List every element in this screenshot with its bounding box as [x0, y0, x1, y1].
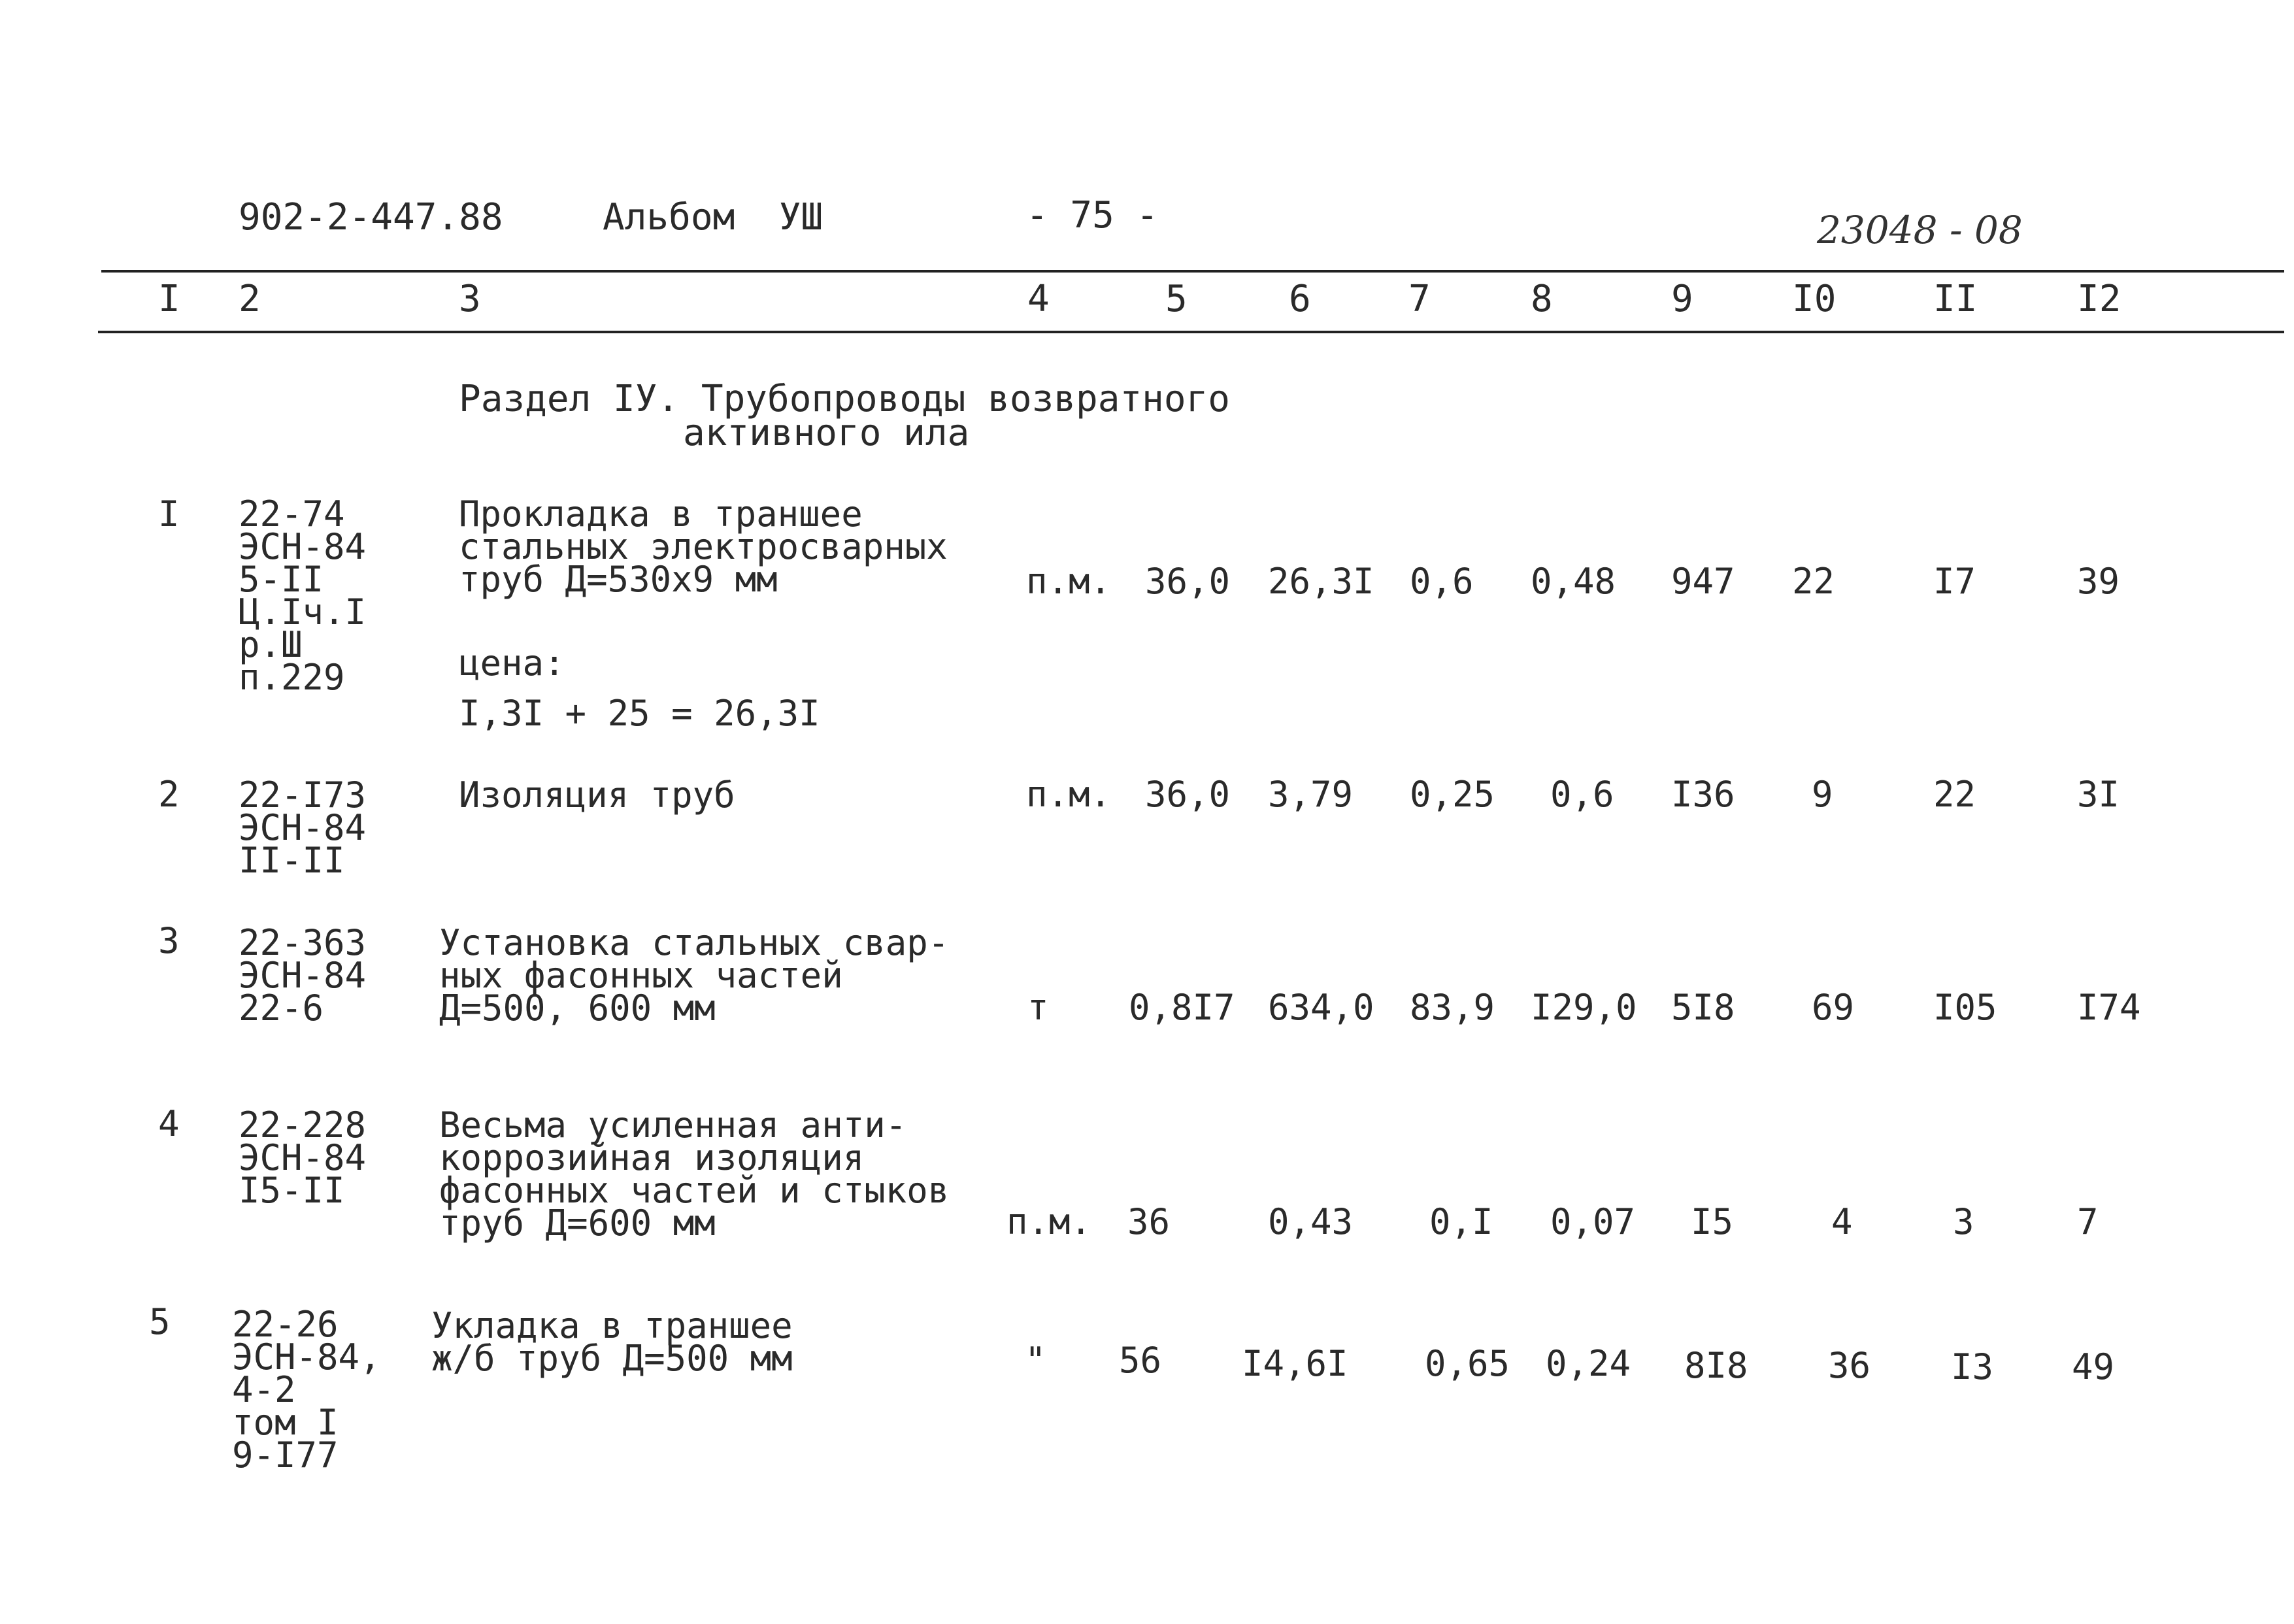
cell-quantity: 36,0: [1145, 561, 1231, 602]
column-number: 8: [1531, 278, 1553, 320]
cell-col-12: 3I: [2077, 774, 2120, 815]
row-number: I: [158, 493, 180, 535]
cell-col-7: 83,9: [1410, 987, 1495, 1028]
row-code: ЭСН-84: [239, 955, 367, 996]
row-number: 2: [158, 774, 180, 815]
cell-col-11: 22: [1933, 774, 1976, 815]
row-number: 5: [149, 1301, 171, 1342]
row-description: стальных электросварных: [459, 526, 948, 567]
cell-col-8: 0,6: [1550, 774, 1614, 815]
cell-col-10: 22: [1792, 561, 1835, 602]
cell-col-7: 0,25: [1410, 774, 1495, 815]
row-code: 22-26: [232, 1304, 339, 1345]
column-number: 6: [1289, 278, 1311, 320]
cell-col-10: 4: [1831, 1201, 1853, 1242]
page-number: - 75 -: [1026, 194, 1159, 237]
column-number: 5: [1165, 278, 1188, 320]
column-number: I2: [2077, 278, 2121, 320]
section-title: Раздел IУ. Трубопроводы возвратного: [459, 378, 1231, 420]
row-description: ж/б труб Д=500 мм: [431, 1338, 793, 1379]
row-description: фасонных частей и стыков: [439, 1170, 950, 1211]
unit: т: [1027, 987, 1049, 1028]
row-code: 9-I77: [232, 1434, 339, 1476]
cell-col-7: 0,I: [1429, 1201, 1493, 1242]
cell-quantity: 36: [1127, 1201, 1171, 1242]
row-code: 22-74: [239, 493, 345, 535]
row-code: том I: [232, 1402, 339, 1443]
cell-unit-price: I4,6I: [1242, 1343, 1348, 1384]
document-code: 902-2-447.88: [239, 196, 503, 239]
row-code: ЭСН-84,: [232, 1336, 381, 1378]
section-title-continued: активного ила: [683, 412, 970, 454]
row-description: труб Д=600 мм: [439, 1202, 716, 1244]
row-description: Укладка в траншее: [431, 1305, 793, 1346]
cell-col-8: 0,07: [1550, 1201, 1636, 1242]
price-note: цена:: [459, 642, 565, 684]
row-code: ЭСН-84: [239, 807, 367, 848]
cell-unit-price: 3,79: [1268, 774, 1354, 815]
cell-col-7: 0,6: [1410, 561, 1474, 602]
column-number: 3: [459, 278, 481, 320]
row-description: труб Д=530х9 мм: [459, 559, 778, 600]
cell-col-11: 3: [1953, 1201, 1974, 1242]
handwritten-stamp: 23048 - 08: [1817, 208, 2023, 252]
cell-col-8: I29,0: [1531, 987, 1637, 1028]
row-description: Весьма усиленная анти-: [439, 1104, 907, 1146]
row-number: 4: [158, 1103, 180, 1144]
row-code: 22-I73: [239, 774, 367, 816]
unit: ": [1025, 1340, 1046, 1381]
unit: п.м.: [1026, 774, 1112, 815]
cell-unit-price: 0,43: [1268, 1201, 1354, 1242]
row-code: р.Ш: [239, 624, 303, 665]
row-code: ЭСН-84: [239, 1137, 367, 1178]
cell-col-9: 947: [1671, 561, 1735, 602]
cell-col-12: 39: [2077, 561, 2120, 602]
row-code: 22-228: [239, 1104, 367, 1146]
cell-col-12: I74: [2077, 987, 2141, 1028]
row-code: п.229: [239, 657, 345, 698]
cell-col-10: 36: [1828, 1345, 1871, 1386]
cell-quantity: 36,0: [1145, 774, 1231, 815]
cell-quantity: 0,8I7: [1129, 987, 1235, 1028]
row-description: Установка стальных свар-: [439, 922, 950, 963]
row-code: II-II: [239, 840, 345, 881]
cell-col-9: I36: [1671, 774, 1735, 815]
column-number: I0: [1792, 278, 1837, 320]
unit: п.м.: [1006, 1201, 1092, 1242]
cell-col-10: 9: [1812, 774, 1833, 815]
album-label: Альбом УШ: [603, 196, 823, 239]
row-description: ных фасонных частей: [439, 955, 843, 996]
header-bottom-rule: [98, 331, 2284, 333]
cell-col-10: 69: [1812, 987, 1855, 1028]
row-code: ЭСН-84: [239, 526, 367, 567]
row-code: Ц.Iч.I: [239, 591, 367, 633]
cell-col-11: I7: [1933, 561, 1976, 602]
cell-col-11: I05: [1933, 987, 1997, 1028]
row-description: Изоляция труб: [459, 774, 735, 816]
row-description: Прокладка в траншее: [459, 493, 863, 535]
row-code: 22-363: [239, 922, 367, 963]
column-number: 2: [239, 278, 261, 320]
unit: п.м.: [1026, 561, 1112, 602]
row-code: I5-II: [239, 1170, 345, 1211]
row-code: 5-II: [239, 559, 324, 600]
column-number: II: [1933, 278, 1978, 320]
row-number: 3: [158, 920, 180, 961]
cell-col-8: 0,48: [1531, 561, 1616, 602]
cell-col-9: 5I8: [1671, 987, 1735, 1028]
cell-col-9: 8I8: [1684, 1345, 1748, 1386]
column-number: I: [158, 278, 180, 320]
column-number: 9: [1671, 278, 1693, 320]
header-top-rule: [101, 270, 2284, 273]
cell-unit-price: 634,0: [1268, 987, 1374, 1028]
row-description: Д=500, 600 мм: [439, 987, 716, 1029]
cell-col-8: 0,24: [1546, 1343, 1631, 1384]
cell-col-12: 49: [2072, 1346, 2115, 1387]
row-code: 22-6: [239, 987, 324, 1029]
cell-col-7: 0,65: [1425, 1343, 1510, 1384]
cell-unit-price: 26,3I: [1268, 561, 1374, 602]
cell-col-9: I5: [1691, 1201, 1734, 1242]
cell-col-11: I3: [1951, 1346, 1994, 1387]
cell-col-12: 7: [2077, 1201, 2099, 1242]
column-number: 7: [1408, 278, 1431, 320]
price-note: I,3I + 25 = 26,3I: [459, 693, 820, 734]
cell-quantity: 56: [1119, 1340, 1162, 1381]
row-description: коррозийная изоляция: [439, 1137, 865, 1178]
row-code: 4-2: [232, 1369, 296, 1410]
column-number: 4: [1027, 278, 1050, 320]
